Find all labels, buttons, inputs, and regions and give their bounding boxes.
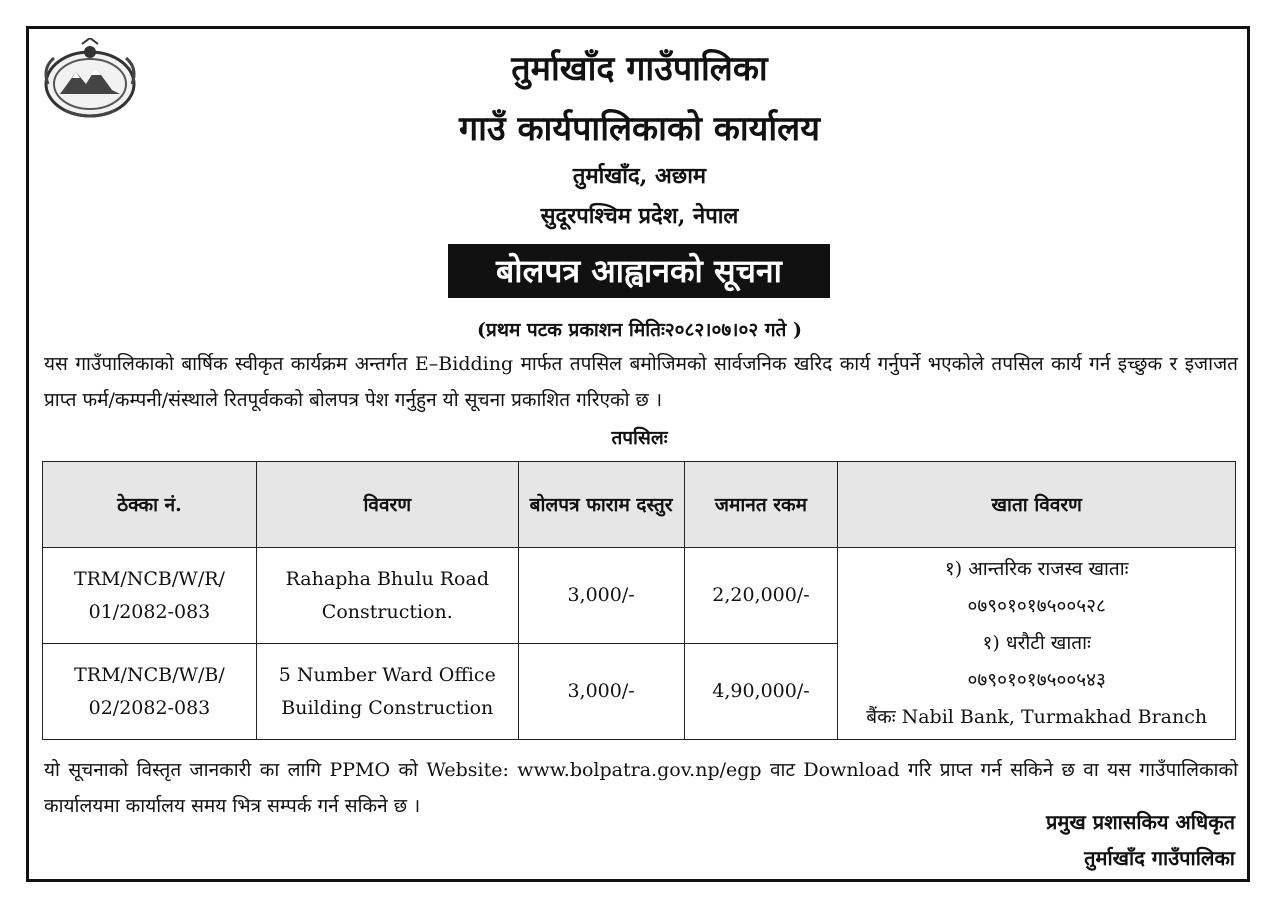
signatory-title: प्रमुख प्रशासकिय अधिकृत xyxy=(1046,810,1235,834)
description-line1: Rahapha Bhulu Road xyxy=(285,567,489,590)
contract-no-cell xyxy=(43,644,257,740)
contract-no-line2: 02/2082-083 xyxy=(88,696,211,719)
footer-info-paragraph: यो सूचनाको विस्तृत जानकारी का लागि PPMO को Website: www.bolpatra.gov.np/egp वाट Download गरि प्राप्त गर्न सकिने छ वा यस गाउँपालिकाको कार्यालयमा कार्यालय समय भित्र सम्पर्क गर्न सकिने छ । xyxy=(44,759,1238,817)
contract-no-line1: TRM/NCB/W/R/ xyxy=(73,567,225,590)
revenue-account-number: ०७९०१०१७५००५२८ xyxy=(967,595,1106,617)
office-address: तुर्माखाँद, अछाम xyxy=(572,163,707,189)
description-cell xyxy=(256,548,518,644)
header-account-details: खाता विवरण xyxy=(838,462,1236,548)
office-name: गाउँ कार्यपालिकाको कार्यालय xyxy=(459,109,820,149)
description-cell xyxy=(256,644,518,740)
table-row xyxy=(43,548,1236,644)
publish-date: (प्रथम पटक प्रकाशन मितिः२०८२।०७।०२ गते ) xyxy=(477,319,802,341)
tender-table xyxy=(42,461,1236,740)
form-fee-cell: 3,000/- xyxy=(518,548,684,644)
notice-title: बोलपत्र आह्वानको सूचना xyxy=(448,244,830,298)
municipality-name: तुर्माखाँद गाउँपालिका xyxy=(511,49,768,89)
contract-no-line2: 01/2082-083 xyxy=(88,600,211,623)
form-fee-cell: 3,000/- xyxy=(518,644,684,740)
description-line2: Building Construction xyxy=(281,696,494,719)
description-line1: 5 Number Ward Office xyxy=(278,663,496,686)
description-line2: Construction. xyxy=(321,600,453,623)
header-contract-no: ठेक्का नं. xyxy=(43,462,257,548)
deposit-account-label: १) धरौटी खाताः xyxy=(982,632,1091,654)
deposit-account-number: ०७९०१०१७५००५४३ xyxy=(967,669,1106,691)
account-details-cell xyxy=(838,548,1236,740)
bank-name: बैंकः Nabil Bank, Turmakhad Branch xyxy=(866,706,1208,728)
table-header-row xyxy=(43,462,1236,548)
header-bid-security: जमानत रकम xyxy=(684,462,838,548)
intro-paragraph: यस गाउँपालिकाको बार्षिक स्वीकृत कार्यक्रम अन्तर्गत E–Bidding मार्फत तपसिल बमोजिमको सार्वजनिक खरिद कार्य गर्नुपर्ने भएकोले तपसिल कार्य गर्न इच्छुक र इजाजत प्राप्त फर्म/कम्पनी/संस्थाले रितपूर्वकको बोलपत्र पेश गर्नुहुन यो सूचना प्रकाशित गरिएको छ । xyxy=(44,353,1238,411)
signatory-org: तुर्माखाँद गाउँपालिका xyxy=(1084,846,1235,870)
revenue-account-label: १) आन्तरिक राजस्व खाताः xyxy=(944,558,1129,580)
bid-security-cell: 4,90,000/- xyxy=(684,644,838,740)
contract-no-line1: TRM/NCB/W/B/ xyxy=(74,663,225,686)
header-form-fee: बोलपत्र फाराम दस्तुर xyxy=(518,462,684,548)
schedule-heading: तपसिलः xyxy=(611,427,668,449)
province-name: सुदूरपश्चिम प्रदेश, नेपाल xyxy=(540,203,739,229)
header-description: विवरण xyxy=(256,462,518,548)
contract-no-cell xyxy=(43,548,257,644)
bid-security-cell: 2,20,000/- xyxy=(684,548,838,644)
